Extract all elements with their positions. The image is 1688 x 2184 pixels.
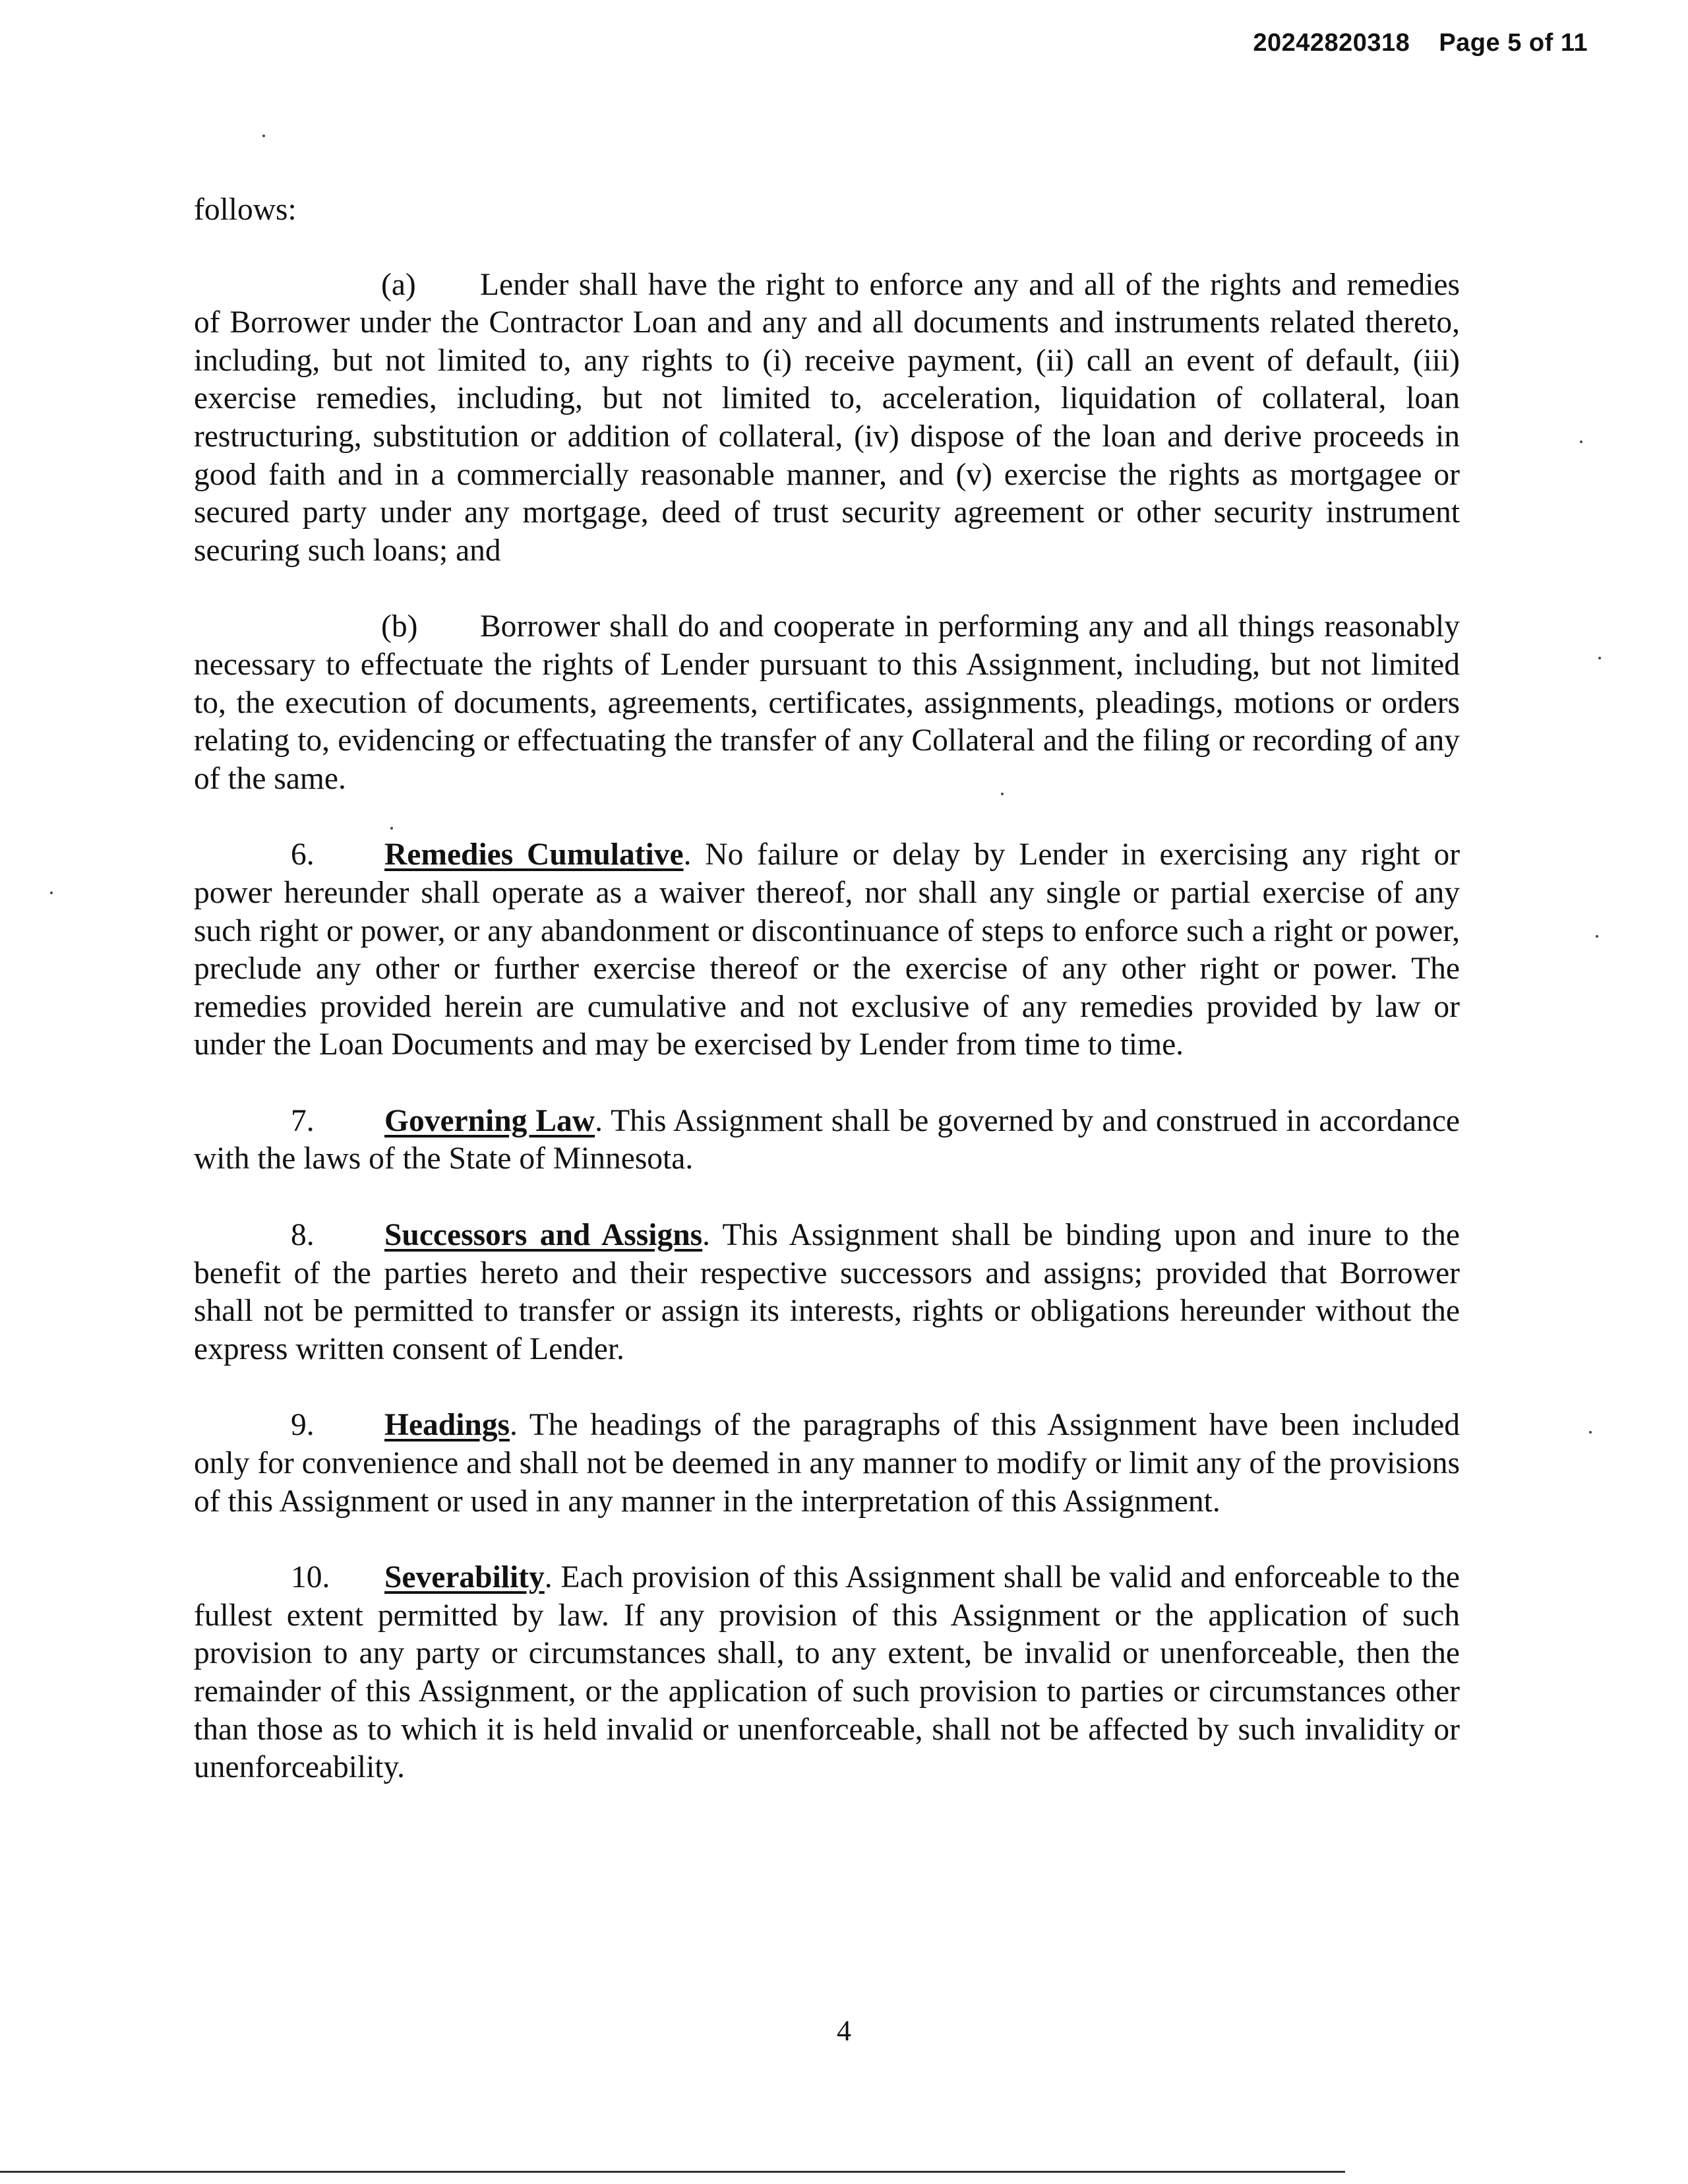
scan-speck: [50, 892, 53, 894]
document-number: 20242820318: [1253, 29, 1410, 57]
document-body: [194, 191, 1460, 1825]
section-text: . The headings of the paragraphs of this Assignment have been included only for convenience and shall not be deemed in any manner to modify or limit any of the provisions of this Assignment or used in any manner in the interpretation of this Assignment.: [194, 1408, 1460, 1519]
scan-speck: [1589, 1431, 1592, 1434]
section-heading: Severability: [384, 1560, 545, 1595]
section-number: 10.: [291, 1560, 330, 1595]
section-9: [194, 1407, 1460, 1521]
scan-speck: [262, 135, 265, 137]
subparagraph-text: Borrower shall do and cooperate in performing any and all things reasonably necessary to effectuate the rights of Lender pursuant to this Assignment, including, but not limited to, the execution of documents, agreements, certificates, assignments, pleadings, motions or orders relating to, evidencing or effectuating the transfer of any Collateral and the filing or recording of any of the same.: [194, 609, 1460, 796]
section-heading: Governing Law: [384, 1103, 595, 1138]
section-number: 7.: [291, 1103, 315, 1138]
subparagraph-text: Lender shall have the right to enforce any and all of the rights and remedies of Borrower under the Contractor Loan and any and all documents and instruments related thereto, including, but not limited to, any rights to (i) receive payment, (ii) call an event of default, (iii) exercise remedies, including, but not limited to, acceleration, liquidation of collateral, loan restructuring, substitution or addition of collateral, (iv) dispose of the loan and derive proceeds in good faith and in a commercially reasonable manner, and (v) exercise the rights as mortgagee or secured party under any mortgage, deed of trust security agreement or other security instrument securing such loans; and: [194, 267, 1460, 568]
intro-text: follows:: [194, 193, 297, 227]
page-indicator: Page 5 of 11: [1439, 29, 1588, 57]
section-6: [194, 836, 1460, 1064]
section-heading: Headings: [384, 1408, 510, 1443]
section-text: . Each provision of this Assignment shall be valid and enforceable to the fullest extent permitted by law. If any provision of this Assignment or the application of such provision to any party or circumstances shall, to any extent, be invalid or unenforceable, then the remainder of this Assignment, or the application of such provision to parties or circumstances other than those as to which it is held invalid or unenforceable, shall not be affected by such invalidity or unenforceability.: [194, 1560, 1460, 1785]
section-number: 8.: [291, 1218, 315, 1253]
section-text: . No failure or delay by Lender in exercising any right or power hereunder shall operate as a waiver thereof, nor shall any single or partial exercise of any such right or power, or any abandonment or discontinuance of steps to enforce such a right or power, preclude any other or further exercise thereof or the exercise of any other right or power. The remedies provided herein are cumulative and not exclusive of any remedies provided by law or under the Loan Documents and may be exercised by Lender from time to time.: [194, 837, 1461, 1062]
subparagraph-a: [194, 266, 1460, 570]
scan-speck: [1598, 657, 1601, 659]
scan-speck: [1596, 935, 1598, 938]
section-heading: Remedies Cumulative: [384, 837, 684, 872]
scan-speck: [1580, 440, 1582, 443]
subparagraph-label: (b): [381, 609, 418, 644]
section-number: 6.: [291, 837, 315, 872]
scan-edge-line: [0, 2171, 1345, 2173]
section-text: . This Assignment shall be governed by and construed in accordance with the laws of the State of Minnesota.: [194, 1103, 1460, 1176]
section-8: [194, 1217, 1460, 1368]
subparagraph-label: (a): [381, 267, 416, 302]
section-number: 9.: [291, 1408, 315, 1443]
section-7: [194, 1103, 1460, 1178]
section-10: [194, 1559, 1460, 1787]
section-heading: Successors and Assigns: [384, 1218, 703, 1253]
page-number: 4: [837, 2015, 851, 2047]
document-header: [1253, 29, 1588, 57]
section-text: . This Assignment shall be binding upon and inure to the benefit of the parties hereto and their respective successors and assigns; provided that Borrower shall not be permitted to transfer or assign its interests, rights or obligations hereunder without the express written consent of Lender.: [194, 1218, 1460, 1366]
subparagraph-b: [194, 608, 1460, 798]
